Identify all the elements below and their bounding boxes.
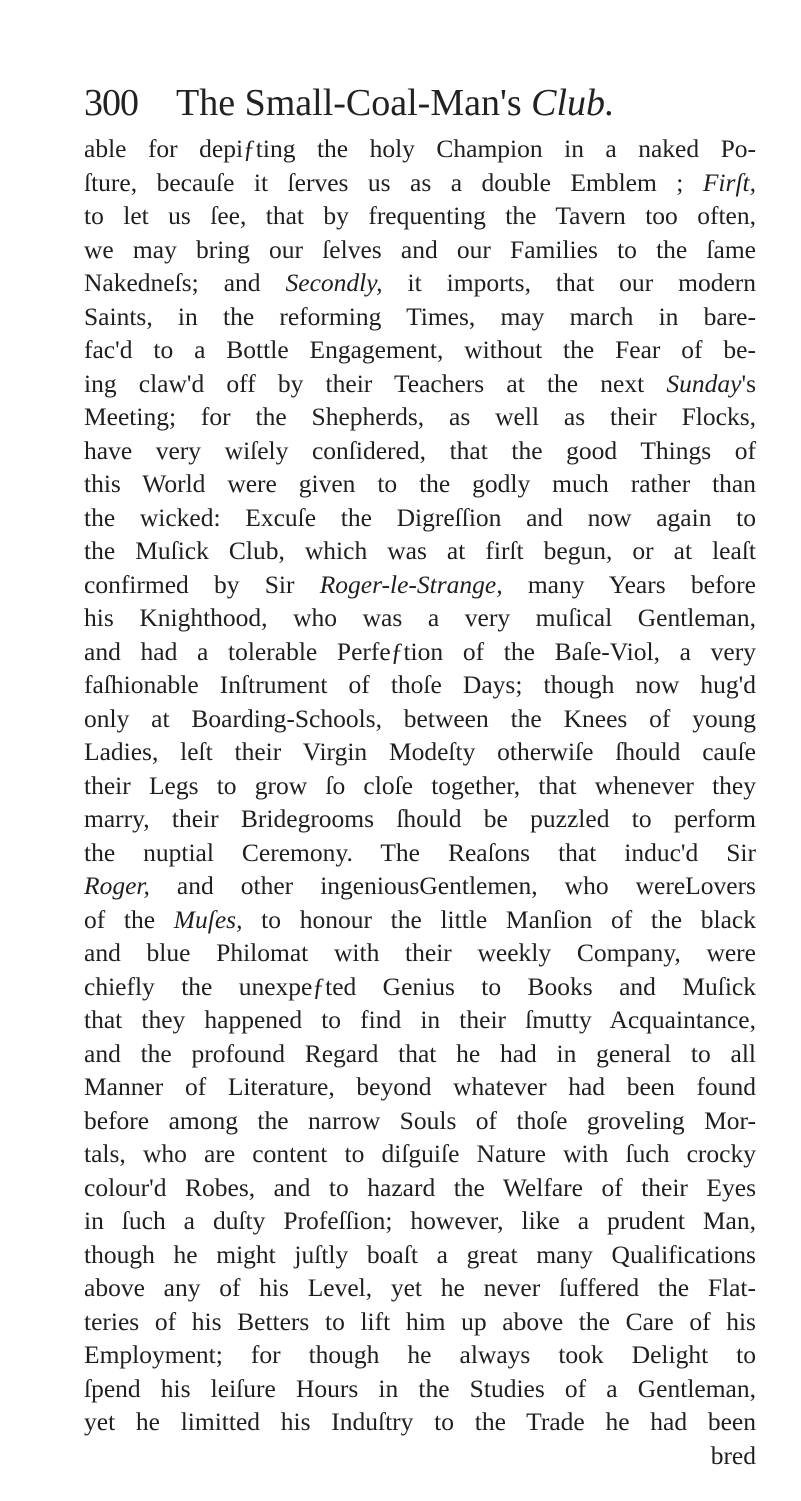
text-line	[84, 534, 756, 568]
text-segment: Ladies, leſt their Virgin Modeſty otherwiſe ſhould cauſe	[84, 737, 756, 766]
text-line	[84, 367, 756, 401]
text-line	[84, 1405, 756, 1439]
text-line	[84, 1037, 756, 1071]
italic-segment: Sunday	[666, 368, 742, 398]
text-line	[84, 1104, 756, 1138]
text-segment: bred	[710, 1440, 756, 1470]
text-segment: Employment; for though he always took Delight to	[84, 1340, 756, 1369]
text-segment: colour'd Robes, and to hazard the Welfare of their Eyes	[84, 1172, 756, 1202]
text-line	[84, 1238, 756, 1272]
text-line	[84, 1204, 756, 1238]
running-head	[84, 78, 724, 128]
text-segment: we may bring our ſelves and our Families to the ſame	[84, 234, 756, 264]
text-segment: the Muſick Club, which was at firſt begun, or at leaſt	[84, 536, 756, 565]
text-segment: the nuptial Ceremony. The Reaſons that induc'd Sir	[84, 837, 756, 867]
text-line	[84, 802, 756, 836]
text-segment: chiefly the unexpeƒted Genius to Books and Muſick	[84, 971, 756, 1001]
text-segment: to let us ſee, that by frequenting the Tavern too often,	[84, 201, 756, 230]
text-line	[84, 1171, 756, 1205]
text-line	[84, 1137, 756, 1171]
text-segment: his Knighthood, who was a very muſical Gentleman,	[84, 603, 756, 632]
italic-segment: Roger-le-Strange,	[319, 569, 503, 599]
text-segment: ſpend his leiſure Hours in the Studies of a Gentleman,	[84, 1373, 756, 1403]
italic-segment: Muſes,	[173, 904, 243, 934]
text-line	[84, 1003, 756, 1037]
text-line	[84, 1305, 756, 1339]
text-line	[84, 501, 756, 535]
text-segment: yet he limitted his Induſtry to the Trade he had been	[84, 1407, 756, 1436]
text-line	[84, 166, 756, 200]
text-segment: and had a tolerable Perfeƒtion of the Baſe-Viol, a very	[84, 636, 756, 666]
page-number: 300	[84, 82, 138, 124]
text-segment: only at Boarding-Schools, between the Knees of young	[84, 703, 756, 733]
italic-segment: Firſt,	[702, 167, 756, 197]
text-line	[84, 702, 756, 736]
text-line	[84, 936, 756, 970]
text-segment: Saints, in the reforming Times, may march in bare-	[84, 301, 756, 331]
text-segment: above any of his Level, yet he never ſuffered the Flat-	[84, 1273, 756, 1302]
running-head-title-italic: Club.	[531, 82, 615, 124]
text-line	[84, 467, 756, 501]
text-segment: this World were given to the godly much rather than	[84, 469, 756, 498]
text-segment: ing claw'd off by their Teachers at the next	[84, 368, 667, 398]
body-text	[84, 132, 756, 1472]
italic-segment: Roger,	[84, 871, 150, 900]
text-line	[84, 869, 756, 903]
text-segment: marry, their Bridegrooms ſhould be puzzled to perform	[84, 804, 756, 833]
text-segment: and the profound Regard that he had in general to all	[84, 1038, 756, 1068]
text-line	[84, 233, 756, 267]
text-segment: Meeting; for the Shepherds, as well as their Flocks,	[84, 402, 756, 431]
text-segment: confirmed by Sir	[84, 569, 320, 599]
text-segment: it imports, that our modern	[382, 268, 756, 297]
text-line	[84, 903, 756, 937]
text-line	[84, 769, 756, 803]
text-segment: able for depiƒting the holy Champion in a naked Po-	[84, 134, 756, 163]
text-line	[84, 333, 756, 367]
italic-segment: Secondly,	[285, 268, 383, 297]
text-segment: of the	[84, 904, 174, 934]
text-segment: teries of his Betters to lift him up above the Care of his	[84, 1306, 756, 1336]
text-segment: their Legs to grow ſo cloſe together, that whenever they	[84, 770, 756, 800]
text-line	[84, 601, 756, 635]
text-line	[84, 1070, 756, 1104]
text-line	[84, 735, 756, 769]
text-segment: to honour the little Manſion of the black	[242, 904, 756, 934]
text-segment: ſture, becauſe it ſerves us as a double Emblem ;	[84, 167, 703, 197]
text-segment: 's	[741, 368, 756, 398]
text-segment: tals, who are content to diſguiſe Nature with ſuch crocky	[84, 1139, 756, 1168]
text-line	[84, 568, 756, 602]
text-line	[84, 400, 756, 434]
text-line	[84, 1338, 756, 1372]
text-line	[84, 1439, 756, 1473]
text-segment: though he might juſtly boaſt a great many Qualifications	[84, 1239, 756, 1269]
text-line	[84, 132, 756, 166]
text-line	[84, 836, 756, 870]
text-line	[84, 1271, 756, 1305]
text-segment: fac'd to a Bottle Engagement, without the Fear of be-	[84, 335, 756, 364]
text-line	[84, 300, 756, 334]
text-line	[84, 199, 756, 233]
text-segment: Nakedneſs; and	[84, 268, 286, 297]
running-head-title: The Small-Coal-Man's	[176, 82, 532, 124]
text-segment: that they happened to find in their ſmutty Acquaintance,	[84, 1005, 756, 1034]
text-segment: and blue Philomat with their weekly Company, were	[84, 938, 756, 967]
text-segment: many Years before	[502, 569, 756, 599]
text-line	[84, 635, 756, 669]
text-line	[84, 434, 756, 468]
text-segment: and other ingeniousGentlemen, who wereLovers	[149, 871, 756, 900]
text-line	[84, 970, 756, 1004]
text-line	[84, 1372, 756, 1406]
text-segment: the wicked: Excuſe the Digreſſion and now again to	[84, 502, 756, 532]
text-line	[84, 668, 756, 702]
text-segment: faſhionable Inſtrument of thoſe Days; though now hug'd	[84, 670, 756, 699]
text-segment: have very wiſely conſidered, that the good Things of	[84, 435, 756, 465]
text-line	[84, 266, 756, 300]
text-segment: in ſuch a duſty Profeſſion; however, like a prudent Man,	[84, 1206, 756, 1235]
text-segment: Manner of Literature, beyond whatever had been found	[84, 1072, 756, 1101]
text-segment: before among the narrow Souls of thoſe groveling Mor-	[84, 1105, 756, 1135]
